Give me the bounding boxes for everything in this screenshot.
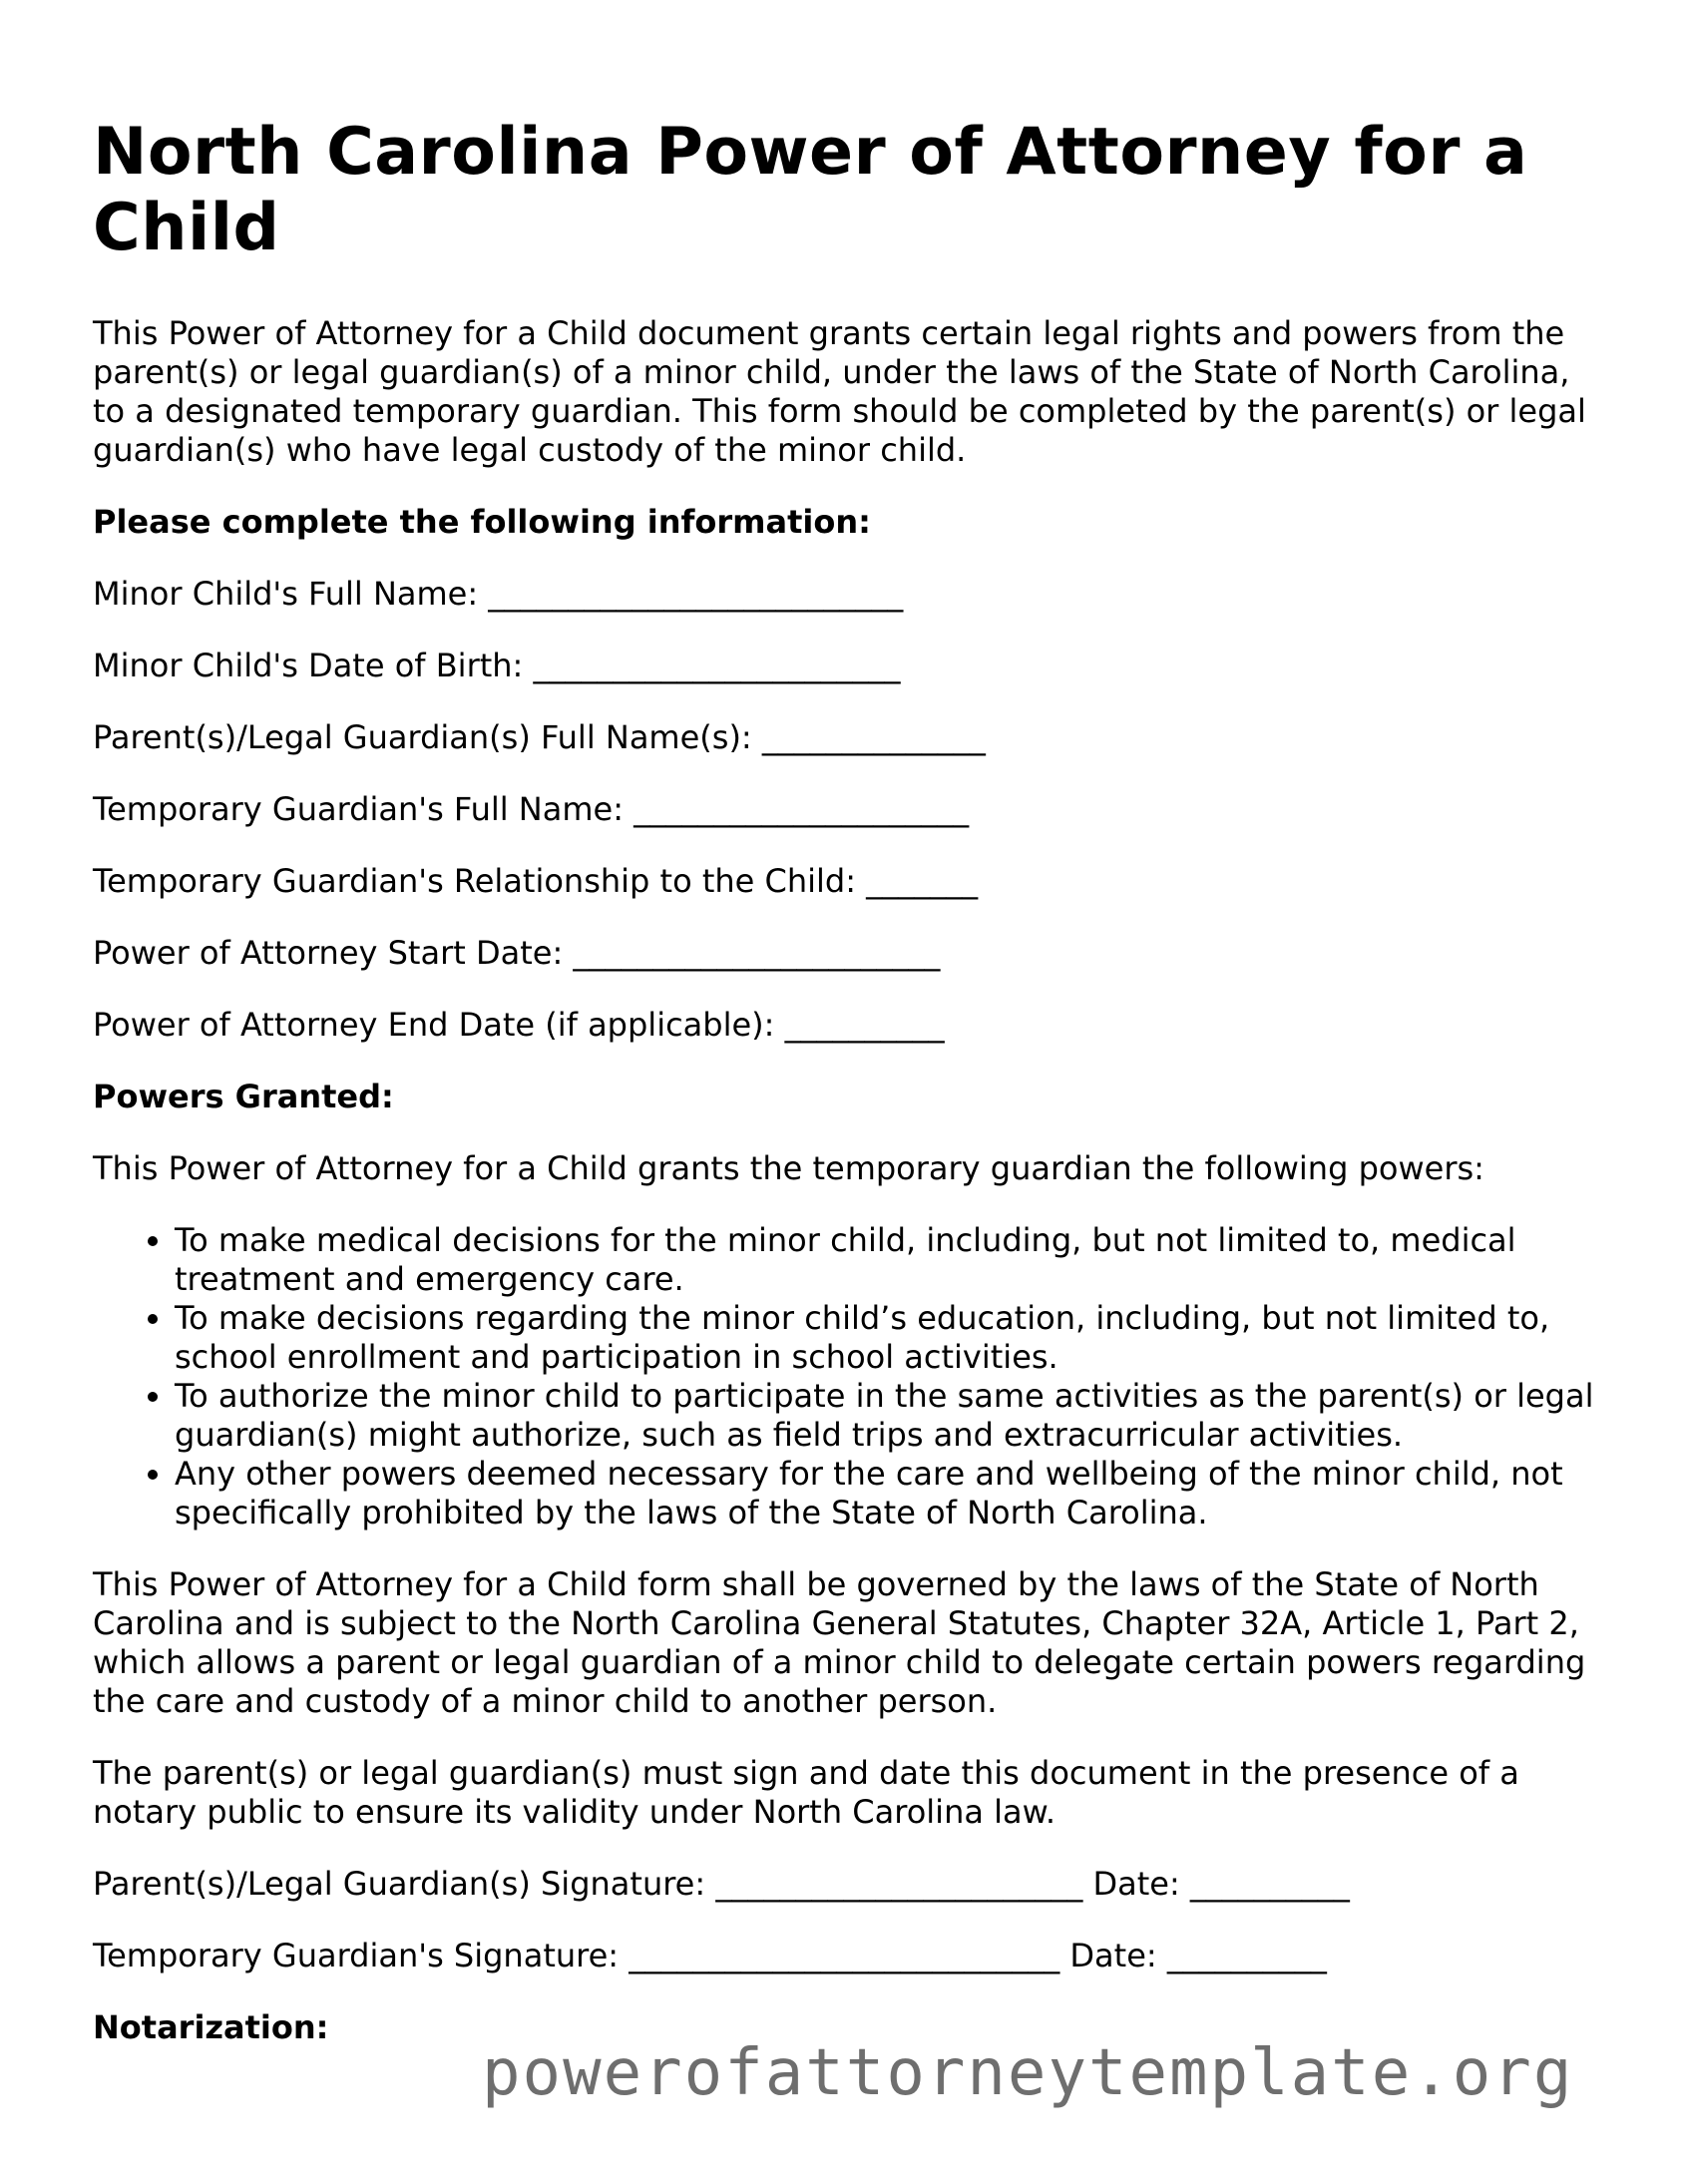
powers-list <box>93 1221 1609 1532</box>
watermark-text: powerofattorneytemplate.org <box>482 2036 1574 2110</box>
guardian-relationship-field[interactable]: Temporary Guardian's Relationship to the Child: _______ <box>93 862 979 900</box>
list-item: • To make decisions regarding the minor child’s education, including, but not limited to, school enrollment and participation in school activities. <box>175 1299 1609 1377</box>
start-date-field[interactable]: Power of Attorney Start Date: _______________________ <box>93 934 941 972</box>
list-item: • To make medical decisions for the minor child, including, but not limited to, medical treatment and emergency care. <box>175 1221 1609 1299</box>
list-item: • Any other powers deemed necessary for the care and wellbeing of the minor child, not specifically prohibited by the laws of the State of North Carolina. <box>175 1455 1609 1532</box>
signing-note-paragraph: The parent(s) or legal guardian(s) must sign and date this document in the presence of a notary public to ensure its validity under North Carolina law. <box>93 1754 1519 1831</box>
intro-paragraph: This Power of Attorney for a Child document grants certain legal rights and powers from the parent(s) or legal guardian(s) of a minor child, under the laws of the State of North Carolina, to a designated temporary guardian. This form should be completed by the parent(s) or legal guardian(s) who have legal custody of the minor child. <box>93 314 1586 469</box>
child-dob-field[interactable]: Minor Child's Date of Birth: _______________________ <box>93 647 901 684</box>
powers-intro: This Power of Attorney for a Child grants the temporary guardian the following powers: <box>93 1149 1484 1187</box>
parent-names-field[interactable]: Parent(s)/Legal Guardian(s) Full Name(s): ______________ <box>93 718 986 756</box>
end-date-field[interactable]: Power of Attorney End Date (if applicable): __________ <box>93 1006 945 1044</box>
parent-signature-line[interactable]: Parent(s)/Legal Guardian(s) Signature: _______________________ Date: __________ <box>93 1865 1350 1903</box>
list-item: • To authorize the minor child to participate in the same activities as the parent(s) or legal guardian(s) might authorize, such as field trips and extracurricular activities. <box>175 1377 1609 1455</box>
notarization-heading: Notarization: <box>93 2008 329 2046</box>
powers-heading: Powers Granted: <box>93 1078 394 1115</box>
guardian-name-field[interactable]: Temporary Guardian's Full Name: _____________________ <box>93 790 970 828</box>
child-name-field[interactable]: Minor Child's Full Name: __________________________ <box>93 575 904 613</box>
document-title: North Carolina Power of Attorney for a Child <box>93 115 1528 265</box>
info-heading: Please complete the following information: <box>93 503 871 541</box>
document-page <box>93 115 1609 2080</box>
guardian-signature-line[interactable]: Temporary Guardian's Signature: ___________________________ Date: __________ <box>93 1937 1327 1974</box>
governing-law-paragraph: This Power of Attorney for a Child form shall be governed by the laws of the State of North Carolina and is subject to the North Carolina General Statutes, Chapter 32A, Article 1, Part 2, which allows a parent or legal guardian of a minor child to delegate certain powers regarding the care and custody of a minor child to another person. <box>93 1565 1586 1720</box>
